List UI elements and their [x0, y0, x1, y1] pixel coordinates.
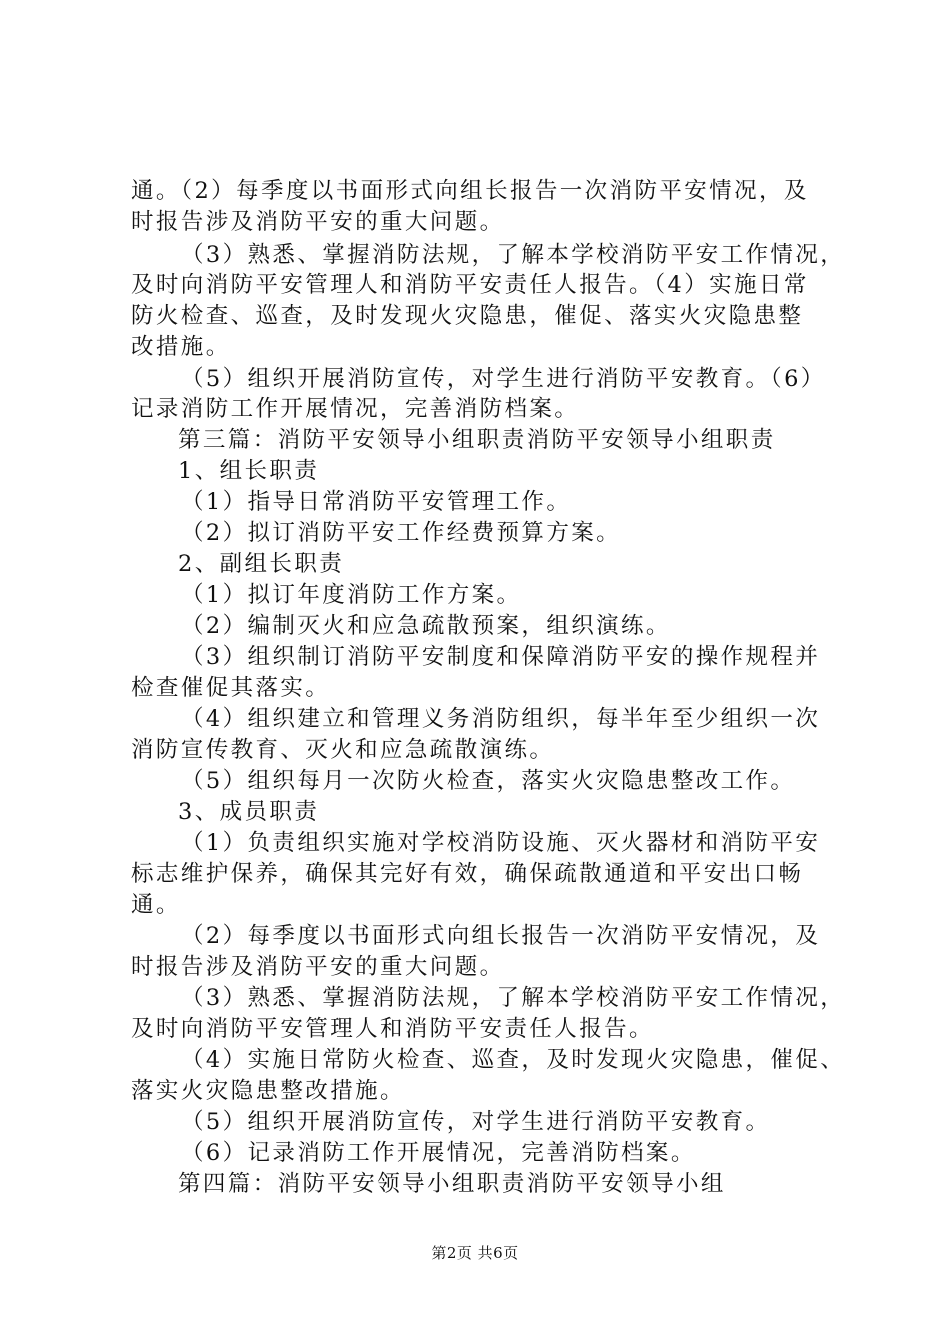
- page-number-footer: 第2页 共6页: [431, 1244, 519, 1262]
- subsection-heading: 2、副组长职责: [178, 551, 345, 577]
- text-line: （4）组织建立和管理义务消防组织，每半年至少组织一次: [181, 706, 821, 732]
- subsection-heading: 3、成员职责: [178, 799, 320, 825]
- text-line: （2）编制灭火和应急疏散预案，组织演练。: [181, 613, 671, 639]
- text-line: （1）负责组织实施对学校消防设施、灭火器材和消防平安: [181, 830, 821, 856]
- text-line: 记录消防工作开展情况，完善消防档案。: [131, 396, 580, 422]
- text-line: （2）每季度以书面形式向组长报告一次消防平安情况，及: [181, 923, 821, 949]
- subsection-heading: 1、组长职责: [178, 458, 320, 484]
- text-line: 消防宣传教育、灭火和应急疏散演练。: [131, 737, 555, 763]
- text-line: （5）组织开展消防宣传，对学生进行消防平安教育。（6）: [181, 366, 826, 392]
- text-line: （3）熟悉、掌握消防法规，了解本学校消防平安工作情况，: [181, 242, 846, 268]
- text-line: （1）拟订年度消防工作方案。: [181, 582, 522, 608]
- text-line: 通。: [131, 892, 181, 918]
- text-line: 时报告涉及消防平安的重大问题。: [131, 209, 505, 235]
- text-line: 标志维护保养，确保其完好有效，确保疏散通道和平安出口畅: [131, 861, 804, 887]
- text-line: 检查催促其落实。: [131, 675, 331, 701]
- section-heading: 第三篇：消防平安领导小组职责消防平安领导小组职责: [178, 427, 776, 453]
- text-line: （5）组织每月一次防火检查，落实火灾隐患整改工作。: [181, 768, 796, 794]
- text-line: 改措施。: [131, 334, 231, 360]
- text-line: （1）指导日常消防平安管理工作。: [181, 489, 572, 515]
- text-line: 通。（2）每季度以书面形式向组长报告一次消防平安情况，及: [131, 178, 809, 204]
- text-line: 落实火灾隐患整改措施。: [131, 1078, 405, 1104]
- text-line: （4）实施日常防火检查、巡查，及时发现火灾隐患，催促、: [181, 1047, 846, 1073]
- text-line: 及时向消防平安管理人和消防平安责任人报告。（4）实施日常: [131, 272, 809, 298]
- section-heading: 第四篇：消防平安领导小组职责消防平安领导小组: [178, 1171, 726, 1197]
- text-line: （6）记录消防工作开展情况，完善消防档案。: [181, 1140, 696, 1166]
- text-line: （3）组织制订消防平安制度和保障消防平安的操作规程并: [181, 644, 821, 670]
- text-line: 防火检查、巡查，及时发现火灾隐患，催促、落实火灾隐患整: [131, 303, 804, 329]
- text-line: 及时向消防平安管理人和消防平安责任人报告。: [131, 1016, 654, 1042]
- text-line: （3）熟悉、掌握消防法规，了解本学校消防平安工作情况，: [181, 985, 846, 1011]
- text-line: 时报告涉及消防平安的重大问题。: [131, 954, 505, 980]
- text-line: （2）拟订消防平安工作经费预算方案。: [181, 520, 622, 546]
- text-line: （5）组织开展消防宣传，对学生进行消防平安教育。: [181, 1109, 771, 1135]
